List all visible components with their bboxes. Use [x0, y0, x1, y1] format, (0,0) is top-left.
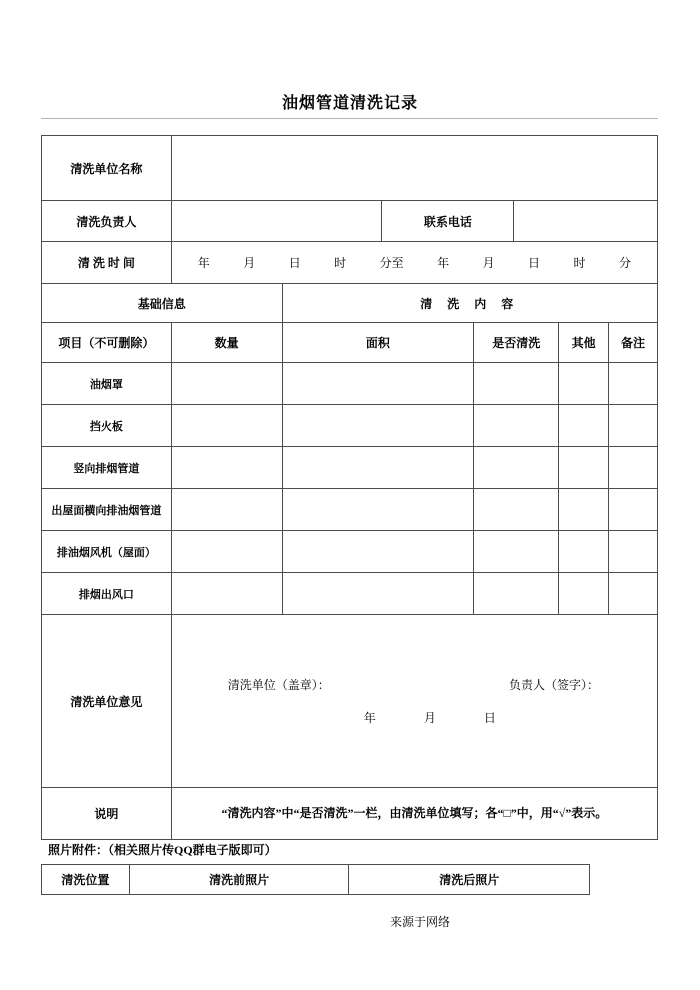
person-phone-row [42, 201, 657, 242]
time-input-cell[interactable] [172, 242, 657, 284]
opinion-date-month: 月 [423, 711, 436, 725]
other-cell[interactable] [559, 489, 609, 531]
time-token-day1: 日 [288, 256, 301, 270]
time-row [42, 242, 657, 284]
col-header-item: 项目（不可删除） [42, 323, 172, 363]
time-token-year1: 年 [197, 256, 210, 270]
unit-name-row [42, 136, 657, 201]
time-token-hour2: 时 [573, 256, 586, 270]
section-header-row [42, 284, 657, 323]
remark-cell[interactable] [609, 573, 657, 615]
area-cell[interactable] [283, 531, 475, 573]
item-name-cell: 挡火板 [42, 405, 172, 447]
other-cell[interactable] [559, 531, 609, 573]
col-header-other: 其他 [559, 323, 609, 363]
time-token-minute-to: 分至 [379, 256, 404, 270]
item-name-cell: 排油烟风机（屋面） [42, 531, 172, 573]
opinion-date-year: 年 [363, 711, 376, 725]
other-cell[interactable] [559, 405, 609, 447]
photo-col-location: 清洗位置 [42, 865, 130, 894]
remark-cell[interactable] [609, 489, 657, 531]
remark-cell[interactable] [609, 531, 657, 573]
section-content-label: 清 洗 内 容 [283, 284, 657, 323]
item-row-exhaust-outlet [42, 573, 657, 615]
note-text: “清洗内容”中“是否清洗”一栏，由清洗单位填写；各“□”中，用“√”表示。 [221, 806, 608, 821]
unit-name-label: 清洗单位名称 [42, 136, 172, 201]
remark-cell[interactable] [609, 363, 657, 405]
col-header-quantity: 数量 [172, 323, 283, 363]
remark-cell[interactable] [609, 447, 657, 489]
quantity-cell[interactable] [172, 405, 283, 447]
opinion-sign-label: 负责人（签字）： [508, 678, 599, 692]
opinion-line-stamp-sign [172, 676, 657, 693]
other-cell[interactable] [559, 363, 609, 405]
time-token-day2: 日 [528, 256, 541, 270]
area-cell[interactable] [283, 447, 475, 489]
opinion-date-line [172, 709, 657, 726]
item-row-hood [42, 363, 657, 405]
person-input-cell[interactable] [172, 201, 383, 242]
photo-header-row [42, 865, 589, 894]
cleaned-cell[interactable] [474, 573, 559, 615]
title-divider [41, 118, 658, 119]
section-basic-label: 基础信息 [42, 284, 283, 323]
unit-name-input-cell[interactable] [172, 136, 657, 201]
person-label: 清洗负责人 [42, 201, 172, 242]
cleaned-cell[interactable] [474, 531, 559, 573]
opinion-stamp-label: 清洗单位（盖章）： [227, 678, 330, 692]
phone-label: 联系电话 [382, 201, 514, 242]
item-row-roof-horizontal-duct [42, 489, 657, 531]
opinion-date-day: 日 [483, 711, 496, 725]
cleaned-cell[interactable] [474, 363, 559, 405]
opinion-row [42, 615, 657, 788]
time-token-hour1: 时 [334, 256, 347, 270]
cleaning-record-table [41, 135, 658, 840]
item-name-cell: 油烟罩 [42, 363, 172, 405]
other-cell[interactable] [559, 573, 609, 615]
quantity-cell[interactable] [172, 573, 283, 615]
time-token-minute2: 分 [618, 256, 631, 270]
other-cell[interactable] [559, 447, 609, 489]
source-note: 来源于网络 [389, 915, 450, 929]
col-header-cleaned: 是否清洗 [474, 323, 559, 363]
cleaned-cell[interactable] [474, 489, 559, 531]
time-token-month2: 月 [482, 256, 495, 270]
cleaned-cell[interactable] [474, 447, 559, 489]
area-cell[interactable] [283, 489, 475, 531]
col-header-area: 面积 [283, 323, 475, 363]
opinion-label: 清洗单位意见 [42, 615, 172, 788]
item-row-fire-baffle [42, 405, 657, 447]
phone-input-cell[interactable] [514, 201, 657, 242]
item-name-cell: 排烟出风口 [42, 573, 172, 615]
item-name-cell: 出屋面横向排油烟管道 [42, 489, 172, 531]
quantity-cell[interactable] [172, 447, 283, 489]
column-header-row [42, 323, 657, 363]
area-cell[interactable] [283, 405, 475, 447]
remark-cell[interactable] [609, 405, 657, 447]
quantity-cell[interactable] [172, 489, 283, 531]
time-label: 清 洗 时 间 [42, 242, 172, 284]
note-row [42, 788, 657, 839]
note-label: 说明 [42, 788, 172, 839]
area-cell[interactable] [283, 363, 475, 405]
time-token-month1: 月 [243, 256, 256, 270]
area-cell[interactable] [283, 573, 475, 615]
quantity-cell[interactable] [172, 363, 283, 405]
item-row-vertical-duct [42, 447, 657, 489]
item-name-cell: 竖向排烟管道 [42, 447, 172, 489]
photo-col-after: 清洗后照片 [439, 873, 500, 887]
item-row-exhaust-fan [42, 531, 657, 573]
quantity-cell[interactable] [172, 531, 283, 573]
page-title: 油烟管道清洗记录 [281, 95, 418, 112]
opinion-input-cell[interactable] [172, 615, 657, 788]
cleaned-cell[interactable] [474, 405, 559, 447]
photo-attachment-note: 照片附件：（相关照片传QQ群电子版即可） [48, 843, 277, 857]
col-header-remark: 备注 [609, 323, 657, 363]
time-token-year2: 年 [437, 256, 450, 270]
photo-table [41, 864, 590, 895]
photo-col-before: 清洗前照片 [130, 865, 350, 894]
